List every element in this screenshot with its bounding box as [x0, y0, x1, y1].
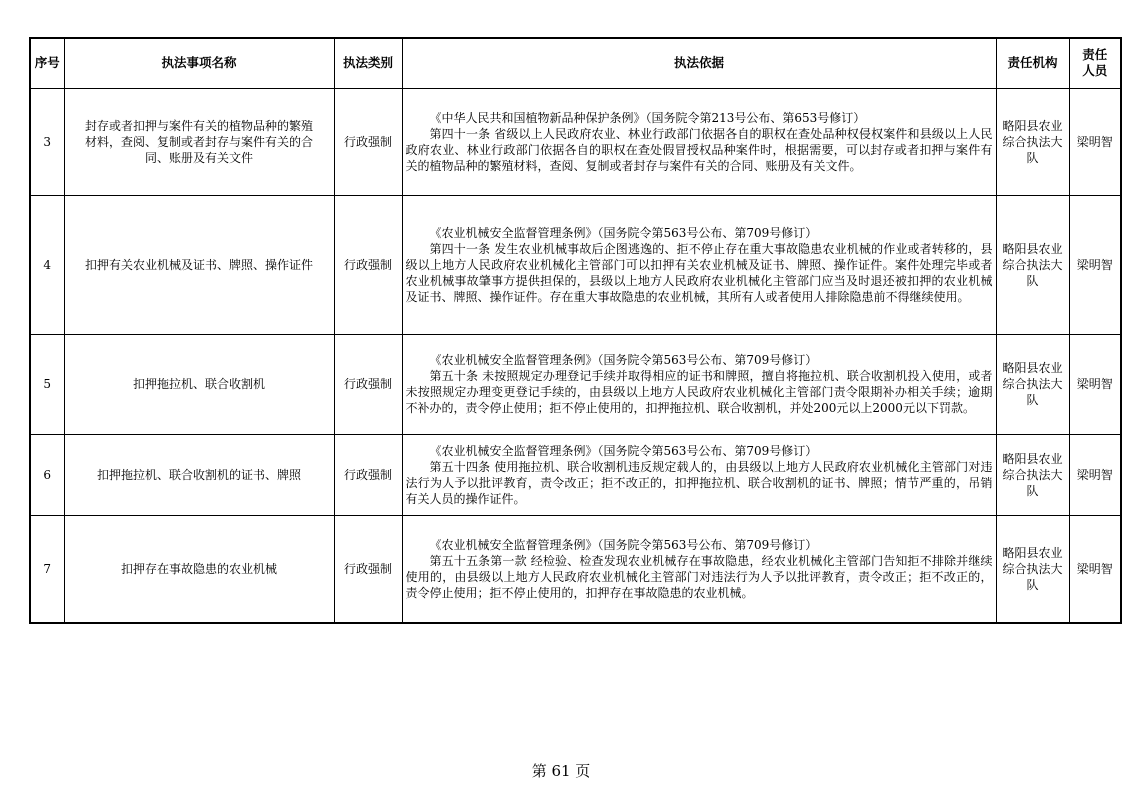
basis-text: 第四十一条 发生农业机械事故后企图逃逸的、拒不停止存在重大事故隐患农业机械的作业或者转移的，县级以上地方人民政府农业机械化主管部门可以扣押有关农业机械及证书、牌照、操作证件。案件处理完毕或者农业机械事故肇事方提供担保的，县级以上地方人民政府农业机械化主管部门应当及时退还被扣押的农业机械及证书、牌照、操作证件。存在重大事故隐患的农业机械，其所有人或者使用人排除隐患前不得继续使用。 — [405, 241, 993, 304]
row-no: 7 — [30, 515, 64, 623]
row-org: 略阳县农业综合执法大队 — [996, 515, 1069, 623]
basis-title: 《中华人民共和国植物新品种保护条例》（国务院令第213号公布、第653号修订） — [429, 110, 866, 125]
row-person: 梁明智 — [1069, 334, 1121, 434]
table-row — [30, 434, 1121, 515]
row-basis — [402, 88, 996, 195]
row-type: 行政强制 — [334, 334, 402, 434]
row-no: 6 — [30, 434, 64, 515]
row-name: 扣押拖拉机、联合收割机的证书、牌照 — [64, 434, 334, 515]
basis-text: 第五十五条第一款 经检验、检查发现农业机械存在事故隐患，经农业机械化主管部门告知拒不排除并继续使用的，由县级以上地方人民政府农业机械化主管部门对违法行为人予以批评教育，责令改正；拒不改正的，责令停止使用；拒不停止使用的，扣押存在事故隐患的农业机械。 — [405, 553, 993, 600]
row-person: 梁明智 — [1069, 434, 1121, 515]
header-type: 执法类别 — [334, 38, 402, 88]
row-person: 梁明智 — [1069, 515, 1121, 623]
header-no: 序号 — [30, 38, 64, 88]
row-org: 略阳县农业综合执法大队 — [996, 434, 1069, 515]
basis-text: 第四十一条 省级以上人民政府农业、林业行政部门依据各自的职权在查处品种权侵权案件和县级以上人民政府农业、林业行政部门依据各自的职权在查处假冒授权品种案件时，根据需要，可以封存或者扣押与案件有关的植物品种的繁殖材料，查阅、复制或者封存与案件有关的合同、账册及有关文件。 — [405, 126, 993, 173]
basis-title: 《农业机械安全监督管理条例》（国务院令第563号公布、第709号修订） — [429, 443, 818, 458]
row-no: 5 — [30, 334, 64, 434]
header-basis: 执法依据 — [402, 38, 996, 88]
row-org: 略阳县农业综合执法大队 — [996, 195, 1069, 334]
header-person: 责任人员 — [1069, 38, 1121, 88]
row-person: 梁明智 — [1069, 195, 1121, 334]
row-org: 略阳县农业综合执法大队 — [996, 334, 1069, 434]
row-name: 扣押存在事故隐患的农业机械 — [64, 515, 334, 623]
table-row — [30, 88, 1121, 195]
basis-title: 《农业机械安全监督管理条例》（国务院令第563号公布、第709号修订） — [429, 225, 818, 240]
row-type: 行政强制 — [334, 195, 402, 334]
row-type: 行政强制 — [334, 88, 402, 195]
row-name: 扣押有关农业机械及证书、牌照、操作证件 — [64, 195, 334, 334]
page-number: 第 61 页 — [531, 762, 591, 780]
row-basis — [402, 195, 996, 334]
basis-title: 《农业机械安全监督管理条例》（国务院令第563号公布、第709号修订） — [429, 537, 818, 552]
enforcement-table — [29, 37, 1122, 624]
row-name: 封存或者扣押与案件有关的植物品种的繁殖材料，查阅、复制或者封存与案件有关的合同、账册及有关文件 — [64, 88, 334, 195]
row-person: 梁明智 — [1069, 88, 1121, 195]
table-row — [30, 515, 1121, 623]
header-name: 执法事项名称 — [64, 38, 334, 88]
row-basis — [402, 334, 996, 434]
row-org: 略阳县农业综合执法大队 — [996, 88, 1069, 195]
basis-text: 第五十条 未按照规定办理登记手续并取得相应的证书和牌照，擅自将拖拉机、联合收割机投入使用，或者未按照规定办理变更登记手续的，由县级以上地方人民政府农业机械化主管部门责令限期补办相关手续；逾期不补办的，责令停止使用；拒不停止使用的，扣押拖拉机、联合收割机，并处200元以上2000元以下罚款。 — [405, 369, 993, 415]
row-name: 扣押拖拉机、联合收割机 — [64, 334, 334, 434]
row-type: 行政强制 — [334, 434, 402, 515]
basis-title: 《农业机械安全监督管理条例》（国务院令第563号公布、第709号修订） — [429, 353, 818, 367]
basis-text: 第五十四条 使用拖拉机、联合收割机违反规定载人的，由县级以上地方人民政府农业机械化主管部门对违法行为人予以批评教育，责令改正；拒不改正的，扣押拖拉机、联合收割机的证书、牌照；情节严重的，吊销有关人员的操作证件。 — [405, 459, 993, 506]
header-row — [30, 38, 1121, 88]
row-type: 行政强制 — [334, 515, 402, 623]
row-no: 4 — [30, 195, 64, 334]
table-row — [30, 195, 1121, 334]
header-org: 责任机构 — [996, 38, 1069, 88]
table-row — [30, 334, 1121, 434]
row-basis — [402, 434, 996, 515]
row-no: 3 — [30, 88, 64, 195]
row-basis — [402, 515, 996, 623]
